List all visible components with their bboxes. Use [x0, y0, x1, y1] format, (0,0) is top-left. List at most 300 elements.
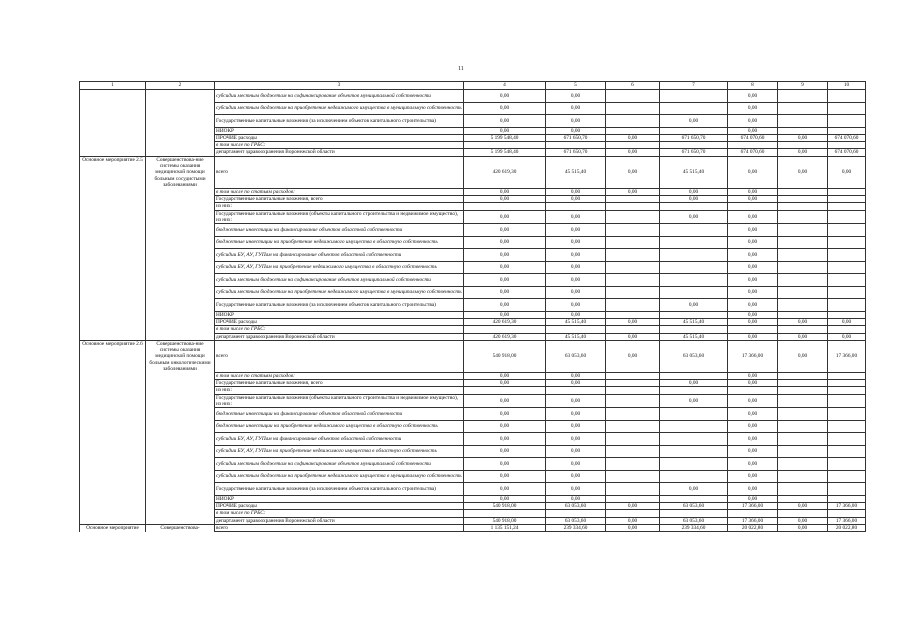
table-row	[80, 127, 866, 134]
value-cell	[660, 224, 728, 237]
value-cell: 0,00	[464, 90, 546, 103]
value-cell: 0,00	[828, 333, 866, 340]
value-cell: 0,00	[464, 420, 546, 433]
table-row	[80, 458, 866, 471]
value-cell	[828, 408, 866, 421]
value-cell: 0,00	[660, 188, 728, 195]
value-cell	[606, 495, 660, 502]
activity-name-cell	[80, 333, 146, 340]
value-cell	[606, 433, 660, 446]
value-cell	[660, 420, 728, 433]
value-cell	[606, 142, 660, 149]
activity-description-cell	[146, 224, 215, 237]
table-row	[80, 326, 866, 333]
value-cell: 0,00	[660, 195, 728, 202]
value-cell: 0,00	[546, 495, 606, 502]
table-row	[80, 380, 866, 387]
value-cell: 0,00	[606, 149, 660, 156]
value-cell: 0,00	[464, 380, 546, 387]
expense-item-cell: субсидии местным бюджетам на приобретение недвижимого имущества в муниципальную собственность	[215, 286, 464, 299]
value-cell: 63 053,60	[660, 340, 728, 372]
value-cell: 63 053,60	[546, 517, 606, 524]
value-cell: 0,00	[546, 311, 606, 318]
value-cell: 0,00	[728, 458, 778, 471]
activity-name-cell	[80, 249, 146, 262]
value-cell: 239 334,60	[546, 525, 606, 532]
value-cell	[660, 274, 728, 287]
value-cell: 0,00	[660, 115, 728, 128]
expense-item-cell: в том числе по статьям расходов:	[215, 372, 464, 379]
activity-description-cell	[146, 188, 215, 195]
value-cell: 0,00	[728, 249, 778, 262]
value-cell	[660, 372, 728, 379]
value-cell: 17 366,00	[728, 340, 778, 372]
page-number: 11	[458, 66, 464, 72]
value-cell	[606, 127, 660, 134]
activity-name-cell	[80, 458, 146, 471]
value-cell	[828, 483, 866, 496]
value-cell	[778, 274, 828, 287]
value-cell: 420 619,30	[464, 318, 546, 325]
table-row	[80, 224, 866, 237]
activity-name-cell	[80, 311, 146, 318]
value-cell: 45 515,40	[660, 333, 728, 340]
value-cell	[606, 274, 660, 287]
activity-name-cell	[80, 188, 146, 195]
value-cell	[778, 249, 828, 262]
value-cell	[778, 483, 828, 496]
value-cell: 45 515,40	[660, 156, 728, 188]
value-cell: 0,00	[606, 503, 660, 510]
expense-item-cell: Государственные капитальные вложения, всего	[215, 195, 464, 202]
expense-item-cell: Государственные капитальные вложения (объекты капитального строительства и недвижимое имущество), из них:	[215, 210, 464, 224]
value-cell	[606, 372, 660, 379]
value-cell	[778, 408, 828, 421]
value-cell: 45 515,40	[660, 318, 728, 325]
value-cell	[464, 387, 546, 394]
value-cell: 0,00	[660, 299, 728, 312]
value-cell	[828, 195, 866, 202]
activity-description-cell	[146, 318, 215, 325]
value-cell	[606, 90, 660, 103]
value-cell	[828, 387, 866, 394]
value-cell: 0,00	[660, 483, 728, 496]
table-row	[80, 195, 866, 202]
activity-description-cell	[146, 510, 215, 517]
value-cell	[660, 311, 728, 318]
value-cell: 0,00	[728, 224, 778, 237]
value-cell	[660, 510, 728, 517]
value-cell	[660, 433, 728, 446]
value-cell: 0,00	[546, 408, 606, 421]
value-cell	[778, 495, 828, 502]
value-cell: 674 070,60	[728, 134, 778, 141]
activity-name-cell	[80, 326, 146, 333]
expense-item-cell: Государственные капитальные вложения (за исключением объектов капитального строительства)	[215, 115, 464, 128]
value-cell: 0,00	[660, 380, 728, 387]
value-cell: 540 918,00	[464, 503, 546, 510]
value-cell: 0,00	[606, 340, 660, 372]
activity-description-cell	[146, 249, 215, 262]
expense-item-cell: субсидии БУ, АУ, ГУПам на финансирование объектов областной собственности	[215, 249, 464, 262]
table-row	[80, 503, 866, 510]
value-cell	[778, 299, 828, 312]
value-cell: 0,00	[728, 433, 778, 446]
column-number-row	[80, 82, 866, 90]
activity-description-cell	[146, 210, 215, 224]
activity-name-cell	[80, 142, 146, 149]
value-cell: 0,00	[728, 408, 778, 421]
value-cell: 674 070,60	[828, 149, 866, 156]
expense-item-cell: субсидии БУ, АУ, ГУПам на приобретение недвижимого имущества в областную собственность	[215, 261, 464, 274]
value-cell	[828, 433, 866, 446]
value-cell	[778, 210, 828, 224]
expense-item-cell: в том числе по ГРБС:	[215, 326, 464, 333]
value-cell	[546, 510, 606, 517]
value-cell	[606, 483, 660, 496]
activity-name-cell	[80, 372, 146, 379]
value-cell: 540 918,00	[464, 517, 546, 524]
value-cell	[606, 102, 660, 115]
value-cell: 17 366,00	[728, 517, 778, 524]
table-row	[80, 90, 866, 103]
value-cell: 0,00	[728, 311, 778, 318]
value-cell	[828, 102, 866, 115]
expense-item-cell: бюджетные инвестиции на финансирование объектов областной собственности	[215, 224, 464, 237]
expense-item-cell: субсидии местным бюджетам на софинансирование объектов муниципальной собственности	[215, 458, 464, 471]
value-cell	[828, 90, 866, 103]
activity-description-cell	[146, 517, 215, 524]
expense-item-cell: Государственные капитальные вложения (за исключением объектов капитального строительства)	[215, 299, 464, 312]
expense-item-cell: всего	[215, 340, 464, 372]
value-cell: 0,00	[728, 495, 778, 502]
value-cell: 0,00	[606, 156, 660, 188]
table-row	[80, 299, 866, 312]
value-cell	[606, 299, 660, 312]
value-cell: 0,00	[778, 517, 828, 524]
value-cell: 0,00	[546, 236, 606, 249]
activity-description-cell	[146, 483, 215, 496]
value-cell: 1 135 151,24	[464, 525, 546, 532]
value-cell: 420 619,30	[464, 333, 546, 340]
value-cell	[778, 470, 828, 483]
expense-item-cell: бюджетные инвестиции на финансирование объектов областной собственности	[215, 408, 464, 421]
value-cell: 671 650,70	[546, 149, 606, 156]
expense-item-cell: в том числе по статьям расходов:	[215, 188, 464, 195]
activity-name-cell	[80, 433, 146, 446]
value-cell: 0,00	[728, 286, 778, 299]
value-cell	[828, 224, 866, 237]
value-cell: 0,00	[778, 503, 828, 510]
value-cell	[606, 445, 660, 458]
value-cell: 0,00	[546, 195, 606, 202]
table-row	[80, 274, 866, 287]
table-row	[80, 311, 866, 318]
activity-name-cell	[80, 503, 146, 510]
value-cell: 0,00	[546, 210, 606, 224]
value-cell: 0,00	[546, 286, 606, 299]
activity-name-cell	[80, 115, 146, 128]
col-header-10: 10	[828, 82, 866, 90]
value-cell: 0,00	[728, 261, 778, 274]
value-cell	[464, 142, 546, 149]
table-row	[80, 249, 866, 262]
value-cell: 0,00	[546, 90, 606, 103]
col-header-3: 3	[215, 82, 464, 90]
value-cell: 0,00	[546, 188, 606, 195]
col-header-6: 6	[606, 82, 660, 90]
value-cell	[660, 127, 728, 134]
value-cell: 17 366,00	[828, 503, 866, 510]
activity-description-cell: Совершенствова-	[146, 525, 215, 532]
activity-description-cell	[146, 394, 215, 408]
value-cell	[828, 261, 866, 274]
value-cell: 0,00	[660, 394, 728, 408]
value-cell	[828, 286, 866, 299]
value-cell	[828, 274, 866, 287]
value-cell	[828, 115, 866, 128]
activity-name-cell	[80, 261, 146, 274]
activity-description-cell	[146, 408, 215, 421]
expense-item-cell: всего	[215, 156, 464, 188]
value-cell	[660, 261, 728, 274]
value-cell	[606, 115, 660, 128]
activity-description-cell	[146, 503, 215, 510]
value-cell	[828, 470, 866, 483]
activity-description-cell	[146, 372, 215, 379]
activity-description-cell	[146, 311, 215, 318]
value-cell	[828, 236, 866, 249]
activity-name-cell	[80, 134, 146, 141]
value-cell	[778, 326, 828, 333]
activity-description-cell	[146, 115, 215, 128]
value-cell: 0,00	[546, 380, 606, 387]
activity-name-cell	[80, 495, 146, 502]
activity-name-cell	[80, 445, 146, 458]
value-cell: 0,00	[464, 483, 546, 496]
value-cell: 0,00	[464, 188, 546, 195]
value-cell: 0,00	[464, 495, 546, 502]
expense-item-cell: из них:	[215, 387, 464, 394]
table-row	[80, 525, 866, 532]
value-cell	[778, 195, 828, 202]
value-cell: 0,00	[464, 195, 546, 202]
table-row	[80, 470, 866, 483]
table-row	[80, 102, 866, 115]
value-cell: 5 199 548,40	[464, 149, 546, 156]
value-cell: 0,00	[778, 318, 828, 325]
value-cell	[778, 102, 828, 115]
value-cell	[778, 387, 828, 394]
value-cell: 671 650,70	[660, 149, 728, 156]
value-cell: 20 022,80	[728, 525, 778, 532]
activity-description-cell	[146, 470, 215, 483]
value-cell: 0,00	[546, 261, 606, 274]
value-cell	[660, 203, 728, 210]
value-cell	[828, 249, 866, 262]
activity-description-cell	[146, 90, 215, 103]
value-cell: 0,00	[546, 394, 606, 408]
activity-description-cell: Совершенствова-ние системы оказания медицинской помощи больным онкологическими заболеваниями	[146, 340, 215, 372]
value-cell: 63 053,60	[546, 340, 606, 372]
activity-description-cell	[146, 420, 215, 433]
col-header-8: 8	[728, 82, 778, 90]
value-cell	[606, 326, 660, 333]
value-cell	[828, 458, 866, 471]
value-cell: 0,00	[464, 408, 546, 421]
value-cell	[606, 261, 660, 274]
value-cell: 0,00	[546, 102, 606, 115]
value-cell: 0,00	[464, 433, 546, 446]
activity-name-cell	[80, 224, 146, 237]
value-cell	[728, 326, 778, 333]
value-cell: 0,00	[778, 525, 828, 532]
table-row	[80, 483, 866, 496]
activity-name-cell	[80, 394, 146, 408]
value-cell: 45 515,40	[546, 333, 606, 340]
activity-description-cell	[146, 274, 215, 287]
table-row	[80, 261, 866, 274]
col-header-4: 4	[464, 82, 546, 90]
value-cell	[660, 445, 728, 458]
value-cell: 0,00	[828, 156, 866, 188]
value-cell	[464, 203, 546, 210]
value-cell	[606, 286, 660, 299]
activity-description-cell	[146, 142, 215, 149]
value-cell	[606, 236, 660, 249]
value-cell	[828, 510, 866, 517]
value-cell	[660, 142, 728, 149]
value-cell: 0,00	[464, 458, 546, 471]
value-cell: 0,00	[728, 115, 778, 128]
activity-name-cell	[80, 318, 146, 325]
activity-name-cell	[80, 286, 146, 299]
col-header-7: 7	[660, 82, 728, 90]
value-cell	[778, 394, 828, 408]
value-cell: 0,00	[728, 318, 778, 325]
table-row	[80, 372, 866, 379]
value-cell: 0,00	[546, 445, 606, 458]
value-cell	[778, 115, 828, 128]
value-cell	[778, 90, 828, 103]
table-row	[80, 433, 866, 446]
value-cell	[828, 445, 866, 458]
activity-name-cell	[80, 90, 146, 103]
value-cell: 0,00	[660, 210, 728, 224]
table-row	[80, 387, 866, 394]
value-cell: 0,00	[728, 299, 778, 312]
expense-item-cell: бюджетные инвестиции на приобретение недвижимого имущества в областную собственность	[215, 236, 464, 249]
value-cell	[828, 210, 866, 224]
table-row	[80, 318, 866, 325]
value-cell	[660, 495, 728, 502]
value-cell	[778, 433, 828, 446]
value-cell	[606, 394, 660, 408]
table-row	[80, 134, 866, 141]
value-cell: 0,00	[728, 236, 778, 249]
value-cell	[660, 90, 728, 103]
value-cell: 0,00	[728, 470, 778, 483]
value-cell: 0,00	[828, 318, 866, 325]
value-cell: 0,00	[728, 156, 778, 188]
value-cell	[606, 510, 660, 517]
value-cell: 0,00	[606, 318, 660, 325]
activity-description-cell	[146, 433, 215, 446]
value-cell: 45 515,40	[546, 318, 606, 325]
value-cell: 0,00	[464, 249, 546, 262]
value-cell	[546, 326, 606, 333]
value-cell: 239 334,60	[660, 525, 728, 532]
expense-item-cell: департамент здравоохранения Воронежской области	[215, 149, 464, 156]
value-cell	[778, 224, 828, 237]
value-cell	[660, 458, 728, 471]
value-cell	[728, 510, 778, 517]
activity-description-cell	[146, 286, 215, 299]
value-cell: 540 918,00	[464, 340, 546, 372]
value-cell	[728, 387, 778, 394]
value-cell: 45 515,40	[546, 156, 606, 188]
activity-name-cell	[80, 195, 146, 202]
value-cell: 420 619,30	[464, 156, 546, 188]
table-row	[80, 203, 866, 210]
value-cell	[606, 195, 660, 202]
value-cell	[778, 261, 828, 274]
value-cell	[660, 236, 728, 249]
value-cell: 0,00	[546, 127, 606, 134]
value-cell	[606, 311, 660, 318]
activity-description-cell	[146, 445, 215, 458]
value-cell: 0,00	[464, 102, 546, 115]
value-cell	[546, 387, 606, 394]
value-cell: 0,00	[546, 299, 606, 312]
activity-name-cell	[80, 203, 146, 210]
value-cell: 0,00	[728, 420, 778, 433]
expense-item-cell: субсидии БУ, АУ, ГУПам на приобретение недвижимого имущества в областную собственность	[215, 445, 464, 458]
value-cell	[660, 286, 728, 299]
value-cell: 0,00	[778, 134, 828, 141]
value-cell: 20 022,80	[828, 525, 866, 532]
value-cell	[606, 224, 660, 237]
value-cell: 671 650,70	[546, 134, 606, 141]
value-cell: 0,00	[728, 394, 778, 408]
value-cell: 0,00	[778, 333, 828, 340]
activity-description-cell: Совершенствова-ние системы оказания медицинской помощи больным сосудистыми заболеваниями	[146, 156, 215, 188]
expense-item-cell: НИОКР	[215, 495, 464, 502]
table-row	[80, 495, 866, 502]
table-row	[80, 142, 866, 149]
value-cell: 0,00	[778, 149, 828, 156]
value-cell	[828, 495, 866, 502]
value-cell: 0,00	[546, 433, 606, 446]
activity-name-cell	[80, 299, 146, 312]
expense-item-cell: НИОКР	[215, 311, 464, 318]
activity-description-cell	[146, 195, 215, 202]
value-cell	[778, 420, 828, 433]
value-cell	[778, 380, 828, 387]
value-cell: 0,00	[606, 134, 660, 141]
value-cell	[778, 127, 828, 134]
value-cell: 17 366,00	[728, 503, 778, 510]
expense-item-cell: Государственные капитальные вложения (за исключением объектов капитального строительства)	[215, 483, 464, 496]
value-cell	[828, 142, 866, 149]
value-cell: 0,00	[464, 224, 546, 237]
expense-item-cell: департамент здравоохранения Воронежской области	[215, 333, 464, 340]
activity-description-cell	[146, 134, 215, 141]
col-header-5: 5	[546, 82, 606, 90]
value-cell	[660, 326, 728, 333]
table-row	[80, 445, 866, 458]
value-cell	[828, 380, 866, 387]
